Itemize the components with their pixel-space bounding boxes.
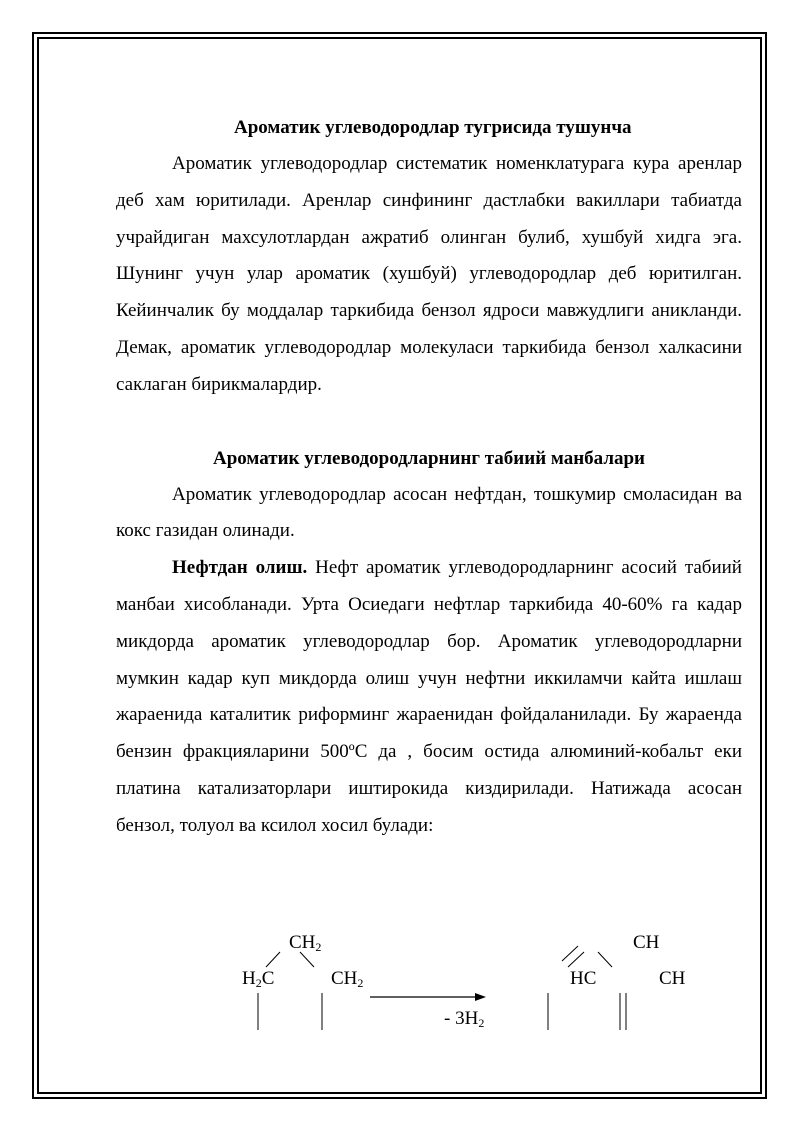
- section-title-aromatic-concept: Ароматик углеводородлар тугрисида тушунча: [234, 117, 632, 138]
- right-ring-top-group: CH: [633, 932, 660, 953]
- arrow-label-hydrogen: - $3H_2$: [444, 1008, 485, 1030]
- bond-left-top-left: [266, 952, 280, 967]
- left-ring-top-group: $CH_2$: [289, 932, 322, 954]
- right-ring-left-group: HC: [570, 968, 597, 989]
- left-ring-left-group: $H_2C$: [242, 968, 275, 990]
- right-ring-right-group: CH: [659, 968, 686, 989]
- paragraph-aromatic-concept: Ароматик углеводородлар систематик номенклатурага кура аренлар деб хам юритилади. Аренлар синфининг дастлабки вакиллари табиатда учрайдиган махсулотлардан ажратиб олинган булиб, хушбуй хидга эга. Шунинг учун улар ароматик (хушбуй) углеводородлар деб юритилган. Кейинчалик бу моддалар таркибида бензол ядроси мавжудлиги аникланди. Демак, ароматик углеводородлар молекуласи таркибида бензол халкасини саклаган бирикмалардир.: [116, 153, 742, 395]
- oil-extraction-text: Нефт ароматик углеводородларнинг асосий табиий манбаи хисобланади. Урта Осиедаги нефтлар таркибида 40-60% га кадар микдорда ароматик углеводородлар бор. Ароматик углеводородларни мумкин кадар куп микдорда олиш учун нефтни иккиламчи кайта ишлаш жараенида каталитик риформинг жараенидан фойдаланилади. Бу жараенда бензин фракцияларини 500ºС да , босим остида алюминий-кобальт еки платина катализаторлари иштирокида киздирилади. Натижада асосан бензол, толуол ва ксилол хосил булади:: [116, 557, 742, 836]
- bond-right-top-right: [598, 952, 612, 967]
- bond-right-double-a: [568, 952, 584, 967]
- oil-extraction-lead: Нефтдан олиш.: [172, 557, 308, 579]
- bond-right-double-b: [562, 946, 578, 961]
- paragraph-sources-intro: Ароматик углеводородлар асосан нефтдан, тошкумир смоласидан ва кокс газидан олинади.: [116, 483, 742, 542]
- reaction-arrow-head: [475, 993, 486, 1001]
- bond-left-top-right: [300, 952, 314, 967]
- section-title-natural-sources: Ароматик углеводородларнинг табиий манбалари: [212, 447, 645, 469]
- left-ring-right-group: $CH_2$: [331, 968, 364, 990]
